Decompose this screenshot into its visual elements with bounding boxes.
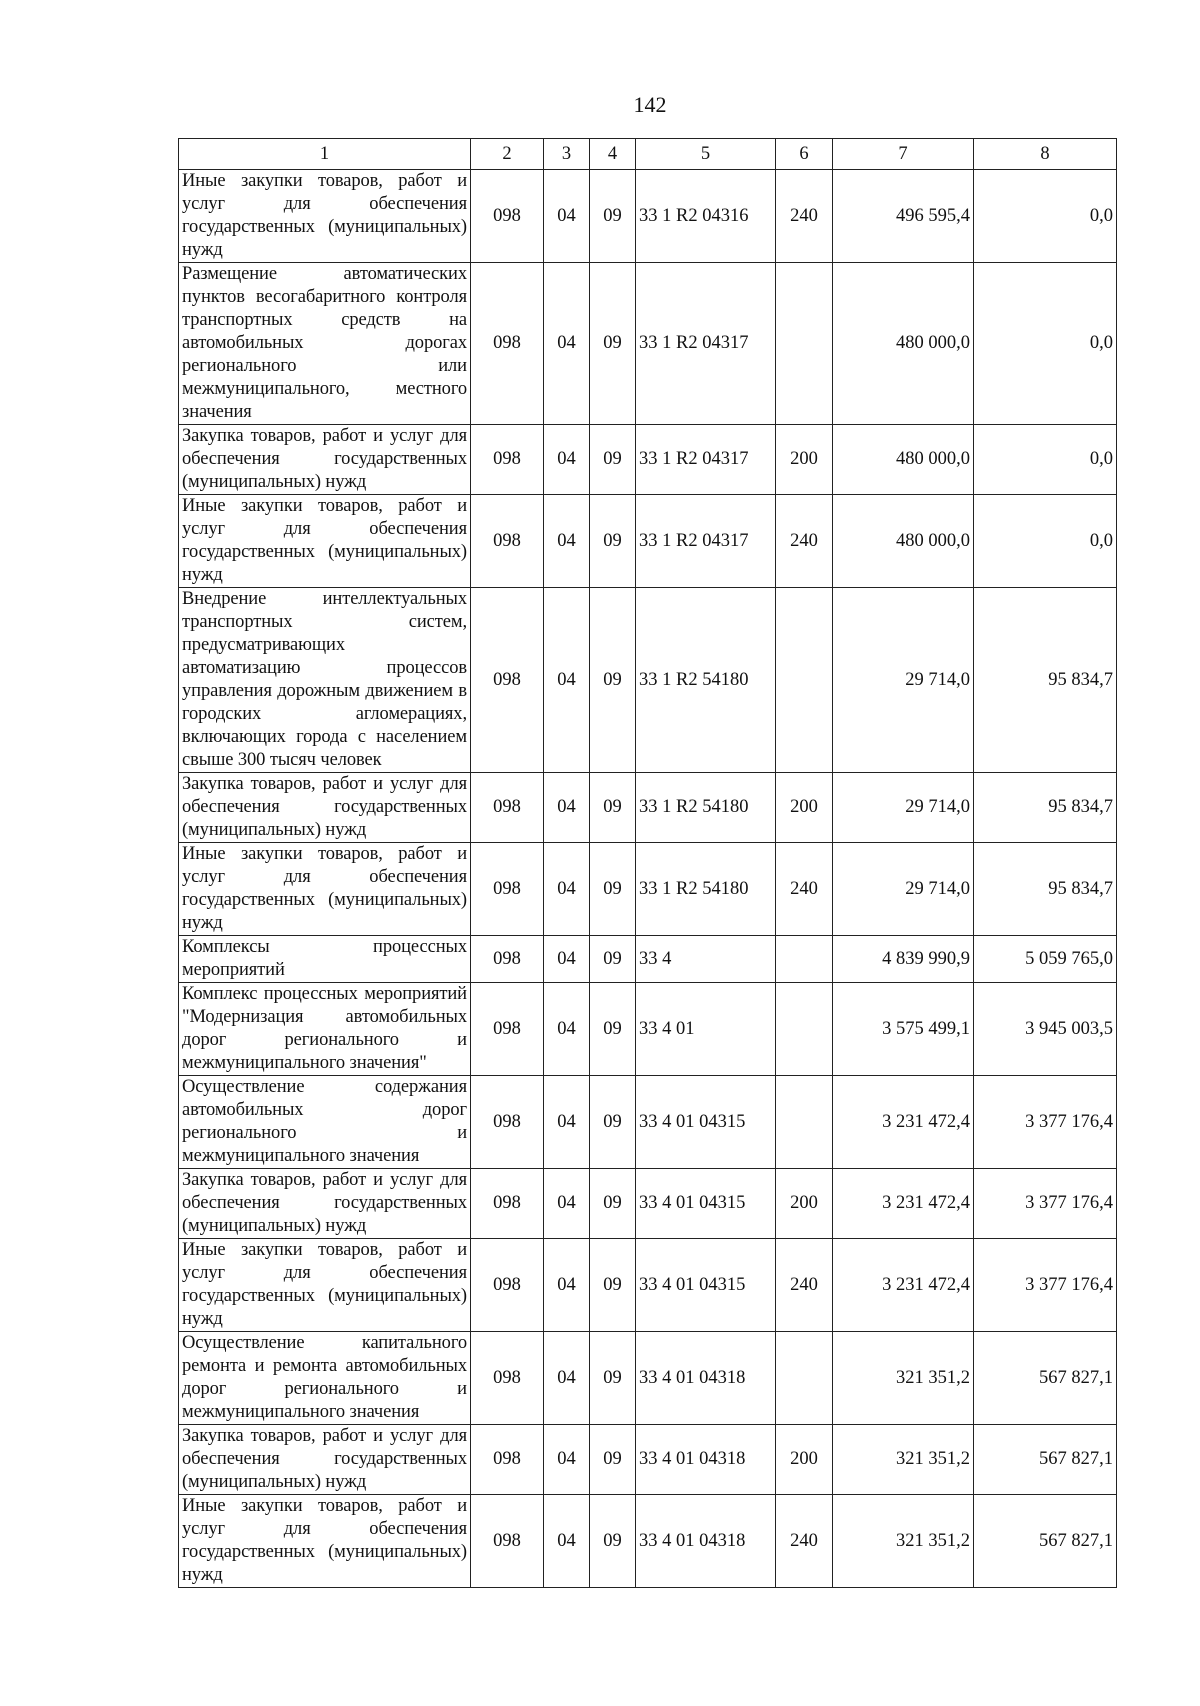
amount-col8-cell: 3 377 176,4 xyxy=(974,1239,1117,1332)
amount-col7-cell: 3 231 472,4 xyxy=(833,1076,974,1169)
subsection-code-cell: 09 xyxy=(590,425,636,495)
table-row xyxy=(179,1076,1117,1169)
item-name-cell: Внедрение интеллектуальных транспортных систем, предусматривающих автоматизацию процессов управления дорожным движением в городских агломерациях, включающих города с населением свыше 300 тысяч человек xyxy=(179,588,471,773)
table-row xyxy=(179,495,1117,588)
amount-col7-cell: 3 231 472,4 xyxy=(833,1239,974,1332)
expense-type-cell: 200 xyxy=(776,425,833,495)
item-name-cell: Комплекс процессных мероприятий "Модернизация автомобильных дорог регионального и межмуниципального значения" xyxy=(179,983,471,1076)
section-code-cell: 04 xyxy=(544,773,590,843)
ministry-code-cell: 098 xyxy=(471,773,544,843)
table-row xyxy=(179,425,1117,495)
item-name-cell: Иные закупки товаров, работ и услуг для обеспечения государственных (муниципальных) нужд xyxy=(179,495,471,588)
target-article-cell: 33 1 R2 54180 xyxy=(636,843,776,936)
target-article-cell: 33 1 R2 04317 xyxy=(636,263,776,425)
target-article-cell: 33 1 R2 54180 xyxy=(636,773,776,843)
amount-col8-cell: 3 377 176,4 xyxy=(974,1076,1117,1169)
amount-col8-cell: 5 059 765,0 xyxy=(974,936,1117,983)
column-header: 4 xyxy=(590,139,636,170)
table-row xyxy=(179,843,1117,936)
amount-col7-cell: 480 000,0 xyxy=(833,425,974,495)
section-code-cell: 04 xyxy=(544,263,590,425)
target-article-cell: 33 4 01 04315 xyxy=(636,1239,776,1332)
table-row xyxy=(179,1495,1117,1588)
item-name-cell: Иные закупки товаров, работ и услуг для обеспечения государственных (муниципальных) нужд xyxy=(179,170,471,263)
section-code-cell: 04 xyxy=(544,1076,590,1169)
amount-col8-cell: 567 827,1 xyxy=(974,1332,1117,1425)
ministry-code-cell: 098 xyxy=(471,1425,544,1495)
amount-col7-cell: 496 595,4 xyxy=(833,170,974,263)
item-name-cell: Закупка товаров, работ и услуг для обеспечения государственных (муниципальных) нужд xyxy=(179,773,471,843)
amount-col7-cell: 321 351,2 xyxy=(833,1495,974,1588)
table-header-row xyxy=(179,139,1117,170)
ministry-code-cell: 098 xyxy=(471,170,544,263)
target-article-cell: 33 4 01 xyxy=(636,983,776,1076)
section-code-cell: 04 xyxy=(544,170,590,263)
expense-type-cell xyxy=(776,1076,833,1169)
expense-type-cell: 240 xyxy=(776,170,833,263)
target-article-cell: 33 1 R2 54180 xyxy=(636,588,776,773)
expense-type-cell: 240 xyxy=(776,1495,833,1588)
column-header: 8 xyxy=(974,139,1117,170)
item-name-cell: Осуществление содержания автомобильных дорог регионального и межмуниципального значения xyxy=(179,1076,471,1169)
ministry-code-cell: 098 xyxy=(471,936,544,983)
amount-col7-cell: 480 000,0 xyxy=(833,263,974,425)
ministry-code-cell: 098 xyxy=(471,588,544,773)
expense-type-cell: 240 xyxy=(776,1239,833,1332)
amount-col7-cell: 29 714,0 xyxy=(833,588,974,773)
table-row xyxy=(179,1425,1117,1495)
expense-type-cell xyxy=(776,936,833,983)
section-code-cell: 04 xyxy=(544,1169,590,1239)
column-header: 3 xyxy=(544,139,590,170)
column-header: 6 xyxy=(776,139,833,170)
expense-type-cell: 200 xyxy=(776,773,833,843)
table-row xyxy=(179,1332,1117,1425)
section-code-cell: 04 xyxy=(544,425,590,495)
amount-col8-cell: 0,0 xyxy=(974,170,1117,263)
amount-col8-cell: 95 834,7 xyxy=(974,588,1117,773)
ministry-code-cell: 098 xyxy=(471,1239,544,1332)
item-name-cell: Комплексы процессных мероприятий xyxy=(179,936,471,983)
section-code-cell: 04 xyxy=(544,1425,590,1495)
subsection-code-cell: 09 xyxy=(590,1239,636,1332)
expense-type-cell xyxy=(776,1332,833,1425)
ministry-code-cell: 098 xyxy=(471,843,544,936)
item-name-cell: Закупка товаров, работ и услуг для обеспечения государственных (муниципальных) нужд xyxy=(179,1169,471,1239)
expense-type-cell xyxy=(776,983,833,1076)
subsection-code-cell: 09 xyxy=(590,170,636,263)
subsection-code-cell: 09 xyxy=(590,843,636,936)
table-row xyxy=(179,263,1117,425)
target-article-cell: 33 4 xyxy=(636,936,776,983)
target-article-cell: 33 1 R2 04317 xyxy=(636,425,776,495)
target-article-cell: 33 4 01 04318 xyxy=(636,1332,776,1425)
table-row xyxy=(179,1239,1117,1332)
item-name-cell: Осуществление капитального ремонта и ремонта автомобильных дорог регионального и межмуниципального значения xyxy=(179,1332,471,1425)
subsection-code-cell: 09 xyxy=(590,1076,636,1169)
column-header: 1 xyxy=(179,139,471,170)
expense-type-cell xyxy=(776,263,833,425)
budget-table xyxy=(178,138,1117,1588)
column-header: 7 xyxy=(833,139,974,170)
amount-col7-cell: 3 575 499,1 xyxy=(833,983,974,1076)
amount-col7-cell: 321 351,2 xyxy=(833,1425,974,1495)
ministry-code-cell: 098 xyxy=(471,1495,544,1588)
section-code-cell: 04 xyxy=(544,588,590,773)
expense-type-cell: 200 xyxy=(776,1425,833,1495)
amount-col8-cell: 567 827,1 xyxy=(974,1425,1117,1495)
page-number: 142 xyxy=(633,92,667,117)
subsection-code-cell: 09 xyxy=(590,263,636,425)
section-code-cell: 04 xyxy=(544,1495,590,1588)
subsection-code-cell: 09 xyxy=(590,1495,636,1588)
ministry-code-cell: 098 xyxy=(471,263,544,425)
expense-type-cell: 240 xyxy=(776,843,833,936)
amount-col7-cell: 4 839 990,9 xyxy=(833,936,974,983)
target-article-cell: 33 4 01 04315 xyxy=(636,1076,776,1169)
amount-col8-cell: 3 377 176,4 xyxy=(974,1169,1117,1239)
ministry-code-cell: 098 xyxy=(471,425,544,495)
item-name-cell: Иные закупки товаров, работ и услуг для обеспечения государственных (муниципальных) нужд xyxy=(179,843,471,936)
target-article-cell: 33 4 01 04318 xyxy=(636,1425,776,1495)
amount-col8-cell: 3 945 003,5 xyxy=(974,983,1117,1076)
amount-col7-cell: 29 714,0 xyxy=(833,773,974,843)
amount-col8-cell: 95 834,7 xyxy=(974,773,1117,843)
table-row xyxy=(179,983,1117,1076)
section-code-cell: 04 xyxy=(544,983,590,1076)
target-article-cell: 33 1 R2 04316 xyxy=(636,170,776,263)
table-row xyxy=(179,170,1117,263)
subsection-code-cell: 09 xyxy=(590,983,636,1076)
target-article-cell: 33 4 01 04318 xyxy=(636,1495,776,1588)
table-body xyxy=(179,170,1117,1588)
amount-col8-cell: 95 834,7 xyxy=(974,843,1117,936)
ministry-code-cell: 098 xyxy=(471,495,544,588)
expense-type-cell: 200 xyxy=(776,1169,833,1239)
amount-col8-cell: 0,0 xyxy=(974,495,1117,588)
section-code-cell: 04 xyxy=(544,936,590,983)
amount-col8-cell: 567 827,1 xyxy=(974,1495,1117,1588)
ministry-code-cell: 098 xyxy=(471,1169,544,1239)
target-article-cell: 33 4 01 04315 xyxy=(636,1169,776,1239)
item-name-cell: Размещение автоматических пунктов весогабаритного контроля транспортных средств на автомобильных дорогах регионального или межмуниципального, местного значения xyxy=(179,263,471,425)
subsection-code-cell: 09 xyxy=(590,936,636,983)
table-row xyxy=(179,588,1117,773)
ministry-code-cell: 098 xyxy=(471,983,544,1076)
section-code-cell: 04 xyxy=(544,1239,590,1332)
amount-col8-cell: 0,0 xyxy=(974,425,1117,495)
subsection-code-cell: 09 xyxy=(590,1332,636,1425)
item-name-cell: Иные закупки товаров, работ и услуг для обеспечения государственных (муниципальных) нужд xyxy=(179,1495,471,1588)
ministry-code-cell: 098 xyxy=(471,1076,544,1169)
subsection-code-cell: 09 xyxy=(590,1425,636,1495)
target-article-cell: 33 1 R2 04317 xyxy=(636,495,776,588)
table-row xyxy=(179,936,1117,983)
amount-col7-cell: 29 714,0 xyxy=(833,843,974,936)
table-row xyxy=(179,773,1117,843)
item-name-cell: Закупка товаров, работ и услуг для обеспечения государственных (муниципальных) нужд xyxy=(179,425,471,495)
item-name-cell: Закупка товаров, работ и услуг для обеспечения государственных (муниципальных) нужд xyxy=(179,1425,471,1495)
subsection-code-cell: 09 xyxy=(590,495,636,588)
ministry-code-cell: 098 xyxy=(471,1332,544,1425)
section-code-cell: 04 xyxy=(544,843,590,936)
amount-col8-cell: 0,0 xyxy=(974,263,1117,425)
amount-col7-cell: 480 000,0 xyxy=(833,495,974,588)
section-code-cell: 04 xyxy=(544,495,590,588)
amount-col7-cell: 321 351,2 xyxy=(833,1332,974,1425)
item-name-cell: Иные закупки товаров, работ и услуг для обеспечения государственных (муниципальных) нужд xyxy=(179,1239,471,1332)
amount-col7-cell: 3 231 472,4 xyxy=(833,1169,974,1239)
subsection-code-cell: 09 xyxy=(590,1169,636,1239)
column-header: 5 xyxy=(636,139,776,170)
expense-type-cell xyxy=(776,588,833,773)
subsection-code-cell: 09 xyxy=(590,588,636,773)
table-row xyxy=(179,1169,1117,1239)
subsection-code-cell: 09 xyxy=(590,773,636,843)
section-code-cell: 04 xyxy=(544,1332,590,1425)
column-header: 2 xyxy=(471,139,544,170)
expense-type-cell: 240 xyxy=(776,495,833,588)
